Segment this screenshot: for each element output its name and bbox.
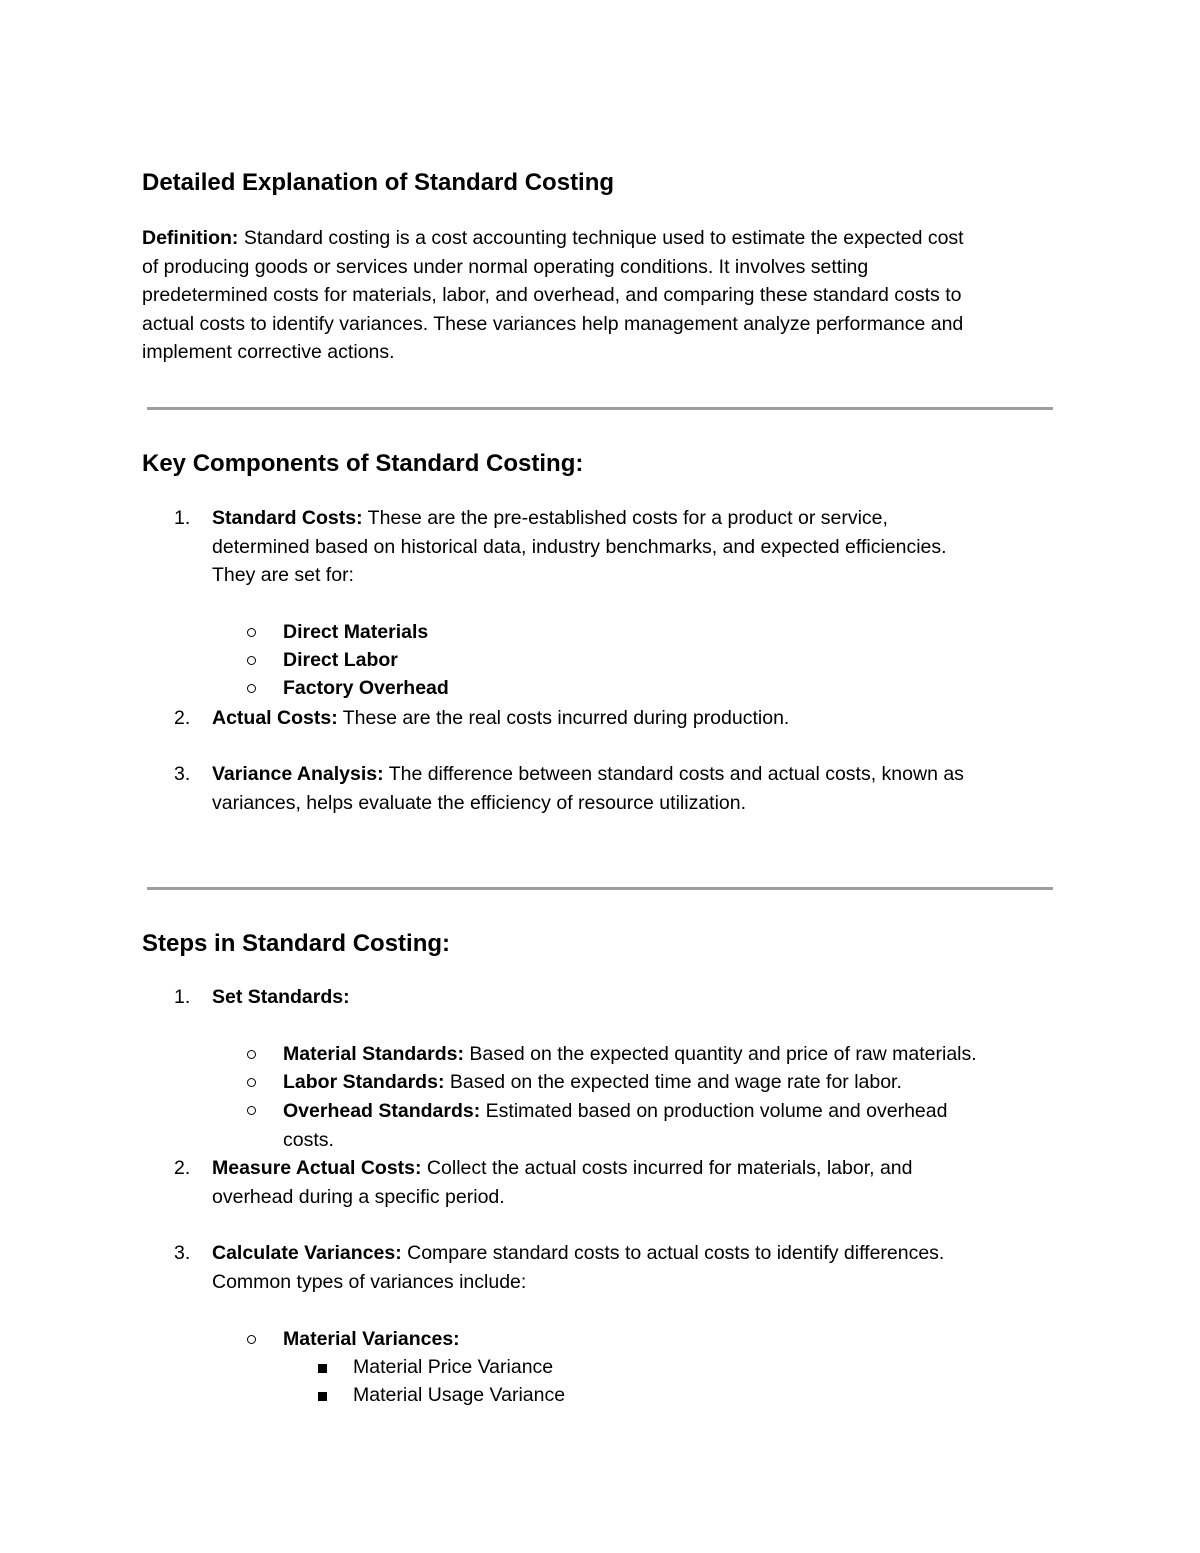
horizontal-divider — [147, 407, 1053, 410]
item-text: determined based on historical data, industry benchmarks, and expected efficiencies. — [212, 536, 947, 558]
list-item — [212, 704, 789, 733]
horizontal-divider — [147, 887, 1053, 890]
subitem-text: Based on the expected quantity and price of raw materials. — [463, 1043, 977, 1065]
key-components-heading: Key Components of Standard Costing: — [142, 450, 584, 477]
list-number: 3. — [174, 1242, 191, 1264]
list-number: 1. — [174, 507, 191, 529]
subitem-label: Material Standards: — [283, 1043, 464, 1065]
item-label: Actual Costs: — [212, 707, 338, 729]
subitem-label: Direct Labor — [283, 649, 398, 671]
item-text: Common types of variances include: — [212, 1271, 527, 1293]
item-text: The difference between standard costs and actual costs, known as — [383, 763, 964, 785]
item-label: Set Standards: — [212, 986, 350, 1008]
item-label: Variance Analysis: — [212, 763, 384, 785]
item-label: Standard Costs: — [212, 507, 363, 529]
page-title: Detailed Explanation of Standard Costing — [142, 169, 615, 196]
definition-paragraph — [142, 224, 1057, 367]
subsubitem-text: Material Price Variance — [353, 1356, 554, 1378]
list-number: 2. — [174, 1157, 191, 1179]
subitem-text: Estimated based on production volume and overhead — [480, 1100, 948, 1122]
list-item — [212, 760, 964, 789]
definition-text-1: Standard costing is a cost accounting technique used to estimate the expected cost — [238, 227, 964, 249]
circle-bullet-icon — [247, 628, 256, 637]
subitem-label: Labor Standards: — [283, 1071, 445, 1093]
square-bullet-icon — [318, 1392, 327, 1401]
item-text: These are the real costs incurred during production. — [337, 707, 790, 729]
circle-bullet-icon — [247, 1078, 256, 1087]
subitem-label: Overhead Standards: — [283, 1100, 481, 1122]
subsubitem-text: Material Usage Variance — [353, 1384, 566, 1406]
list-item — [283, 1068, 902, 1097]
definition-text-4: actual costs to identify variances. These variances help management analyze performance and — [142, 312, 964, 335]
list-number: 2. — [174, 707, 191, 729]
subitem-label: Factory Overhead — [283, 677, 449, 699]
list-number: 3. — [174, 763, 191, 785]
item-text: These are the pre-established costs for a product or service, — [362, 507, 888, 529]
circle-bullet-icon — [247, 1050, 256, 1059]
list-number: 1. — [174, 986, 191, 1008]
circle-bullet-icon — [247, 1106, 256, 1115]
item-text: They are set for: — [212, 564, 354, 586]
definition-text-3: predetermined costs for materials, labor, and overhead, and comparing these standard costs to — [142, 284, 962, 307]
item-label: Measure Actual Costs: — [212, 1157, 422, 1179]
circle-bullet-icon — [247, 684, 256, 693]
list-item — [283, 1040, 977, 1069]
item-text: overhead during a specific period. — [212, 1186, 505, 1208]
definition-label: Definition: — [142, 227, 239, 249]
item-label: Calculate Variances: — [212, 1242, 402, 1264]
definition-text-5: implement corrective actions. — [142, 341, 395, 364]
definition-text-2: of producing goods or services under normal operating conditions. It involves setting — [142, 255, 869, 278]
subitem-text: Based on the expected time and wage rate for labor. — [444, 1071, 902, 1093]
subitem-text: costs. — [283, 1129, 334, 1151]
subitem-label: Material Variances: — [283, 1328, 460, 1350]
item-text: Compare standard costs to actual costs to identify differences. — [401, 1242, 945, 1264]
steps-heading: Steps in Standard Costing: — [142, 930, 451, 957]
subitem-label: Direct Materials — [283, 621, 429, 643]
item-text: variances, helps evaluate the efficiency of resource utilization. — [212, 792, 747, 814]
list-item — [212, 1154, 913, 1183]
list-item — [212, 983, 350, 1012]
item-text: Collect the actual costs incurred for materials, labor, and — [421, 1157, 913, 1179]
list-item — [212, 504, 888, 533]
circle-bullet-icon — [247, 656, 256, 665]
list-item — [212, 1239, 944, 1268]
circle-bullet-icon — [247, 1335, 256, 1344]
square-bullet-icon — [318, 1364, 327, 1373]
list-item — [283, 1097, 947, 1126]
